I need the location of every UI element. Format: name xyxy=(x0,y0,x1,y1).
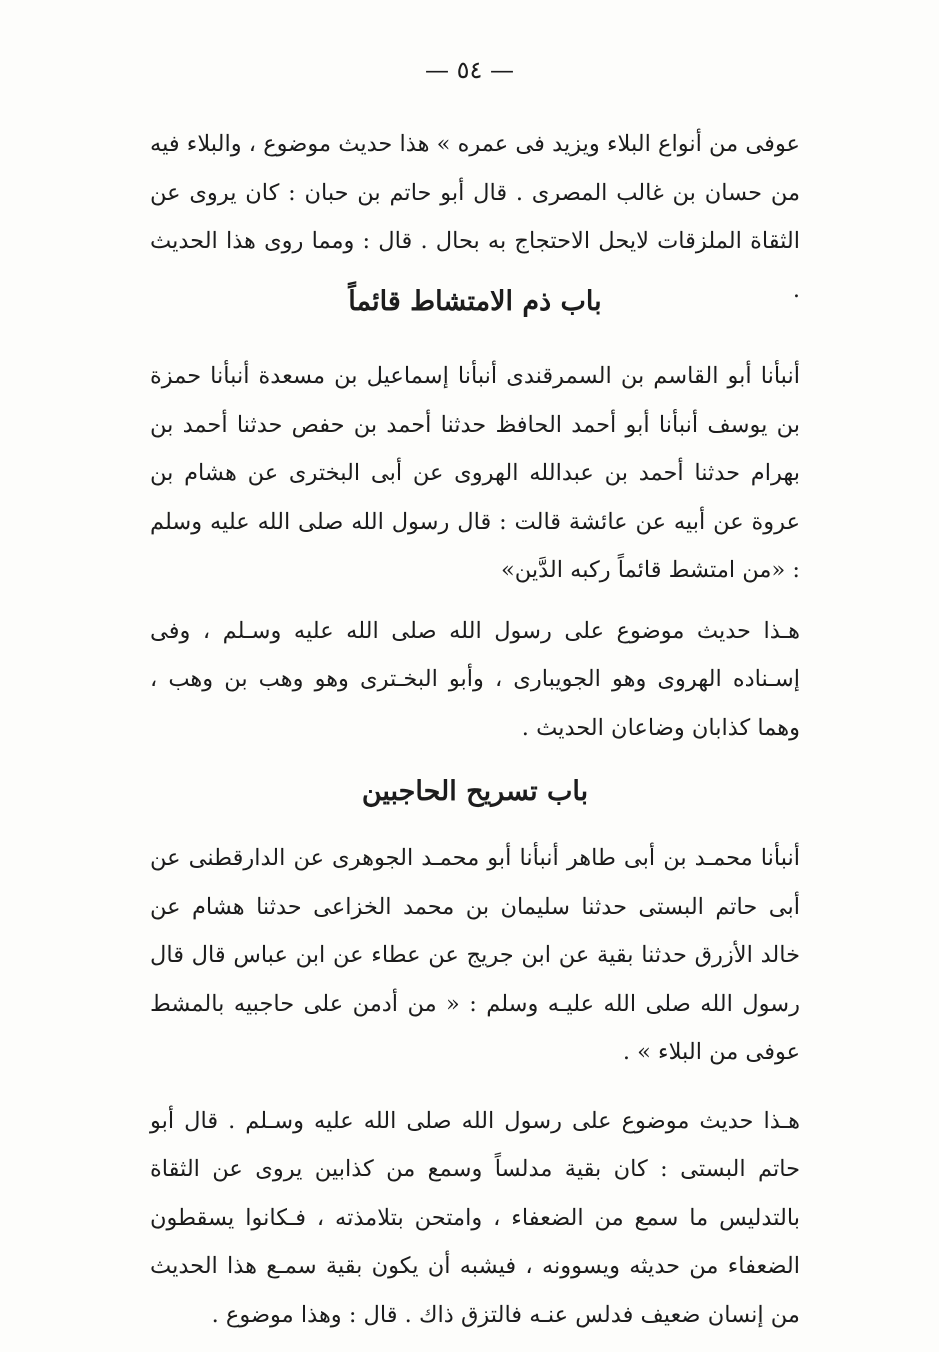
paragraph-hadith-chain-2: أنبأنا محمـد بن أبى طاهر أنبأنا أبو محمـد الجوهرى عن الدارقطنى عن أبى حاتم البستى حدثنا سليمان بن محمد الخزاعى حدثنا هشام عن خالد الأزرق حدثنا بقية عن ابن جريج عن عطاء عن ابن عباس قال قال رسول الله صلى الله عليـه وسلم : « من أدمن على حاجبيه بالمشط عوفى من البلاء » . xyxy=(150,845,800,1065)
page-body xyxy=(150,120,800,1339)
section-heading-combing-eyebrows: باب تسريح الحاجبين xyxy=(361,776,589,807)
paragraph-commentary-2: هـذا حديث موضوع على رسول الله صلى الله عليه وسـلم . قال أبو حاتم البستى : كان بقية مدلساً وسمع من كذابين يروى عن الثقاة بالتدليس ما سمع من الضعفاء ، وامتحن بتلامذته ، فـكانوا يسقطون الضعفاء من حديثه ويسوونه ، فيشبه أن يكون بقية سمـع هذا الحديث من إنسان ضعيف فدلس عنـه فالتزق ذاك . قال : وهذا موضوع . xyxy=(150,1107,800,1328)
paragraph-hadith-chain-1: أنبأنا أبو القاسم بن السمرقندى أنبأنا إسماعيل بن مسعدة أنبأنا حمزة بن يوسف أنبأنا أبو أحمد الحافظ حدثنا أحمد بن حفص حدثنا أحمد بن بهرام حدثنا أحمد بن عبدالله الهروى عن أبى البخترى عن هشام بن عروة عن أبيه عن عائشة قالت : قال رسول الله صلى الله عليه وسلم : «من امتشط قائماً ركبه الدَّين» xyxy=(150,363,800,583)
paragraph-commentary-1: هـذا حديث موضوع على رسول الله صلى الله عليه وسـلم ، وفى إسـناده الهروى وهو الجويبارى ، وأبو البخـترى وهو وهب بن وهب ، وهما كذابان وضاعان الحديث . xyxy=(150,617,800,741)
section-heading-combing-standing: باب ذم الامتشاط قائماً xyxy=(348,286,602,317)
paragraph-continuation: عوفى من أنواع البلاء ويزيد فى عمره » هذا حديث موضوع ، والبلاء فيه من حسان بن غالب المصرى . قال أبو حاتم بن حبان : كان يروى عن الثقاة الملزقات لايحل الاحتجاج به بحال . قال : ومما روى هذا الحديث . xyxy=(150,131,800,303)
page-number: — ٥٤ — xyxy=(424,56,515,84)
